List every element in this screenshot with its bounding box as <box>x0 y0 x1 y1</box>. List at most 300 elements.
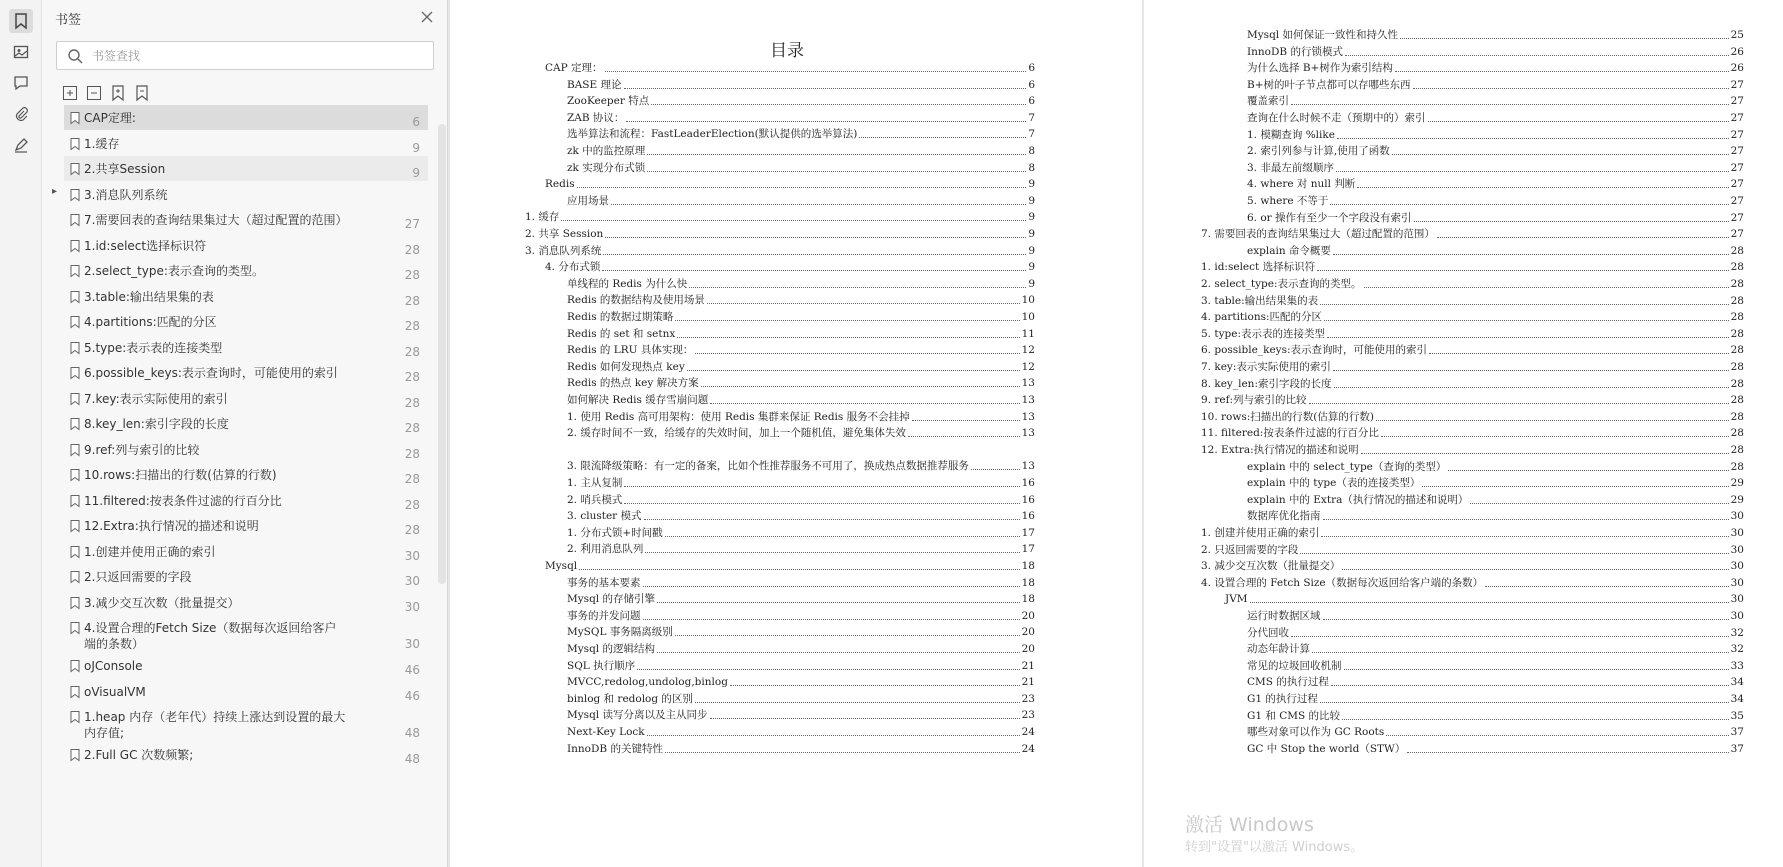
toc-entry[interactable] <box>1247 144 1744 158</box>
toc-entry-title: 2. 缓存时间不一致，给缓存的失效时间，加上一个随机值，避免集体失效 <box>567 427 906 440</box>
bookmark-icon <box>70 546 80 558</box>
bookmark-page-number: 6 <box>412 115 420 129</box>
toc-leader <box>1317 270 1729 271</box>
expand-arrow-icon[interactable]: ▸ <box>52 185 58 197</box>
toc-entry-page: 28 <box>1730 311 1744 324</box>
toc-entry[interactable] <box>545 61 1035 75</box>
toc-entry[interactable] <box>1201 576 1744 590</box>
toc-entry-page: 9 <box>1028 194 1035 207</box>
bookmark-item[interactable] <box>64 704 428 741</box>
bookmark-icon <box>70 138 80 150</box>
toc-entry[interactable] <box>1201 410 1744 424</box>
bookmark-label: 1.id:select选择标识符 <box>84 238 207 253</box>
toc-entry[interactable] <box>1201 227 1744 241</box>
toc-entry-page: 12 <box>1021 360 1035 373</box>
close-icon[interactable] <box>419 9 435 25</box>
bookmark-label: 1.heap 内存（老年代）持续上涨达到设置的最大内存值; <box>84 710 346 740</box>
toc-entry-title: 1. 分布式锁+时间戳 <box>567 526 663 539</box>
bookmark-item[interactable] <box>64 360 428 385</box>
toc-entry[interactable] <box>1247 626 1744 640</box>
toc-entry-page: 30 <box>1730 576 1744 589</box>
bookmark-label: 11.filtered:按表条件过滤的行百分比 <box>84 493 282 508</box>
toc-leader <box>624 88 1027 89</box>
toc-entry[interactable] <box>1247 659 1744 673</box>
bookmark-page-number: 28 <box>404 268 420 282</box>
toc-entry[interactable] <box>1247 128 1744 142</box>
toc-entry[interactable] <box>567 293 1035 307</box>
bookmark-icon <box>70 163 80 175</box>
toc-entry-page: 27 <box>1730 228 1744 241</box>
toc-leader <box>643 586 1020 587</box>
toc-entry[interactable] <box>567 476 1035 490</box>
toc-entry-title: 2. 利用消息队列 <box>567 543 644 556</box>
bookmark-page-number: 28 <box>404 523 420 537</box>
toc-entry-title: 覆盖索引 <box>1247 95 1289 108</box>
toc-entry[interactable] <box>1247 709 1744 723</box>
toc-entry[interactable] <box>567 343 1035 357</box>
bookmark-item[interactable] <box>64 131 428 156</box>
toc-entry-title: SQL 执行顺序 <box>567 659 636 672</box>
toc-leader <box>971 469 1020 470</box>
toc-entry-page: 30 <box>1730 593 1744 606</box>
toc-entry[interactable] <box>567 94 1035 108</box>
page-left <box>450 0 1142 867</box>
activation-watermark-hint: 转到"设置"以激活 Windows。 <box>1185 840 1364 855</box>
bookmark-icon <box>70 316 80 328</box>
toc-entry[interactable] <box>567 443 1035 473</box>
attachment-icon[interactable] <box>9 102 33 126</box>
comment-icon[interactable] <box>9 71 33 95</box>
toc-leader <box>1342 719 1729 720</box>
toc-entry-page: 11 <box>1021 327 1035 340</box>
toc-entry-page: 10 <box>1021 311 1035 323</box>
toc-entry[interactable] <box>567 509 1035 523</box>
toc-entry-page: 23 <box>1021 692 1035 705</box>
toc-entry[interactable] <box>1247 194 1744 208</box>
toc-entry-page: 9 <box>1028 211 1035 224</box>
toc-leader <box>1300 553 1728 554</box>
toc-entry[interactable] <box>567 542 1035 556</box>
bookmark-label: oVisualVM <box>84 684 146 699</box>
toc-leader <box>1320 702 1729 703</box>
toc-entry[interactable] <box>567 576 1035 590</box>
bookmark-item[interactable] <box>64 653 428 678</box>
toc-entry-title: Mysql 如何保证一致性和持久性 <box>1247 29 1398 41</box>
toc-entry[interactable] <box>1201 543 1744 557</box>
toc-leader <box>665 752 1020 753</box>
toc-entry-title: 为什么选择 B+树作为索引结构 <box>1247 62 1393 75</box>
toc-entry[interactable] <box>567 111 1035 125</box>
toc-entry-title: 1. 创建并使用正确的索引 <box>1201 527 1320 539</box>
toc-leader <box>605 237 1026 238</box>
bookmark-item[interactable] <box>64 411 428 436</box>
toc-entry-page: 18 <box>1021 560 1035 572</box>
toc-entry-title: Redis 的 set 和 setnx <box>567 327 676 340</box>
toc-entry[interactable] <box>567 493 1035 507</box>
toc-entry[interactable] <box>567 675 1035 689</box>
toc-entry-title: 10. rows:扫描出的行数(估算的行数) <box>1201 410 1374 423</box>
toc-entry-title: 1. 使用 Redis 高可用架构：使用 Redis 集群来保证 Redis 服务不会挂掉 <box>567 410 910 423</box>
bookmark-item[interactable] <box>64 309 428 334</box>
toc-leader <box>1342 569 1728 570</box>
bookmark-label: 2.共享Session <box>84 162 166 176</box>
toc-leader <box>561 220 1026 221</box>
toc-entry[interactable] <box>567 625 1035 639</box>
toc-entry[interactable] <box>1201 327 1744 341</box>
bookmark-icon <box>70 622 80 634</box>
toc-entry-page: 16 <box>1021 477 1035 489</box>
toc-entry-title: 查询在什么时候不走（预期中的）索引 <box>1247 112 1426 124</box>
toc-entry[interactable] <box>1247 111 1744 125</box>
toc-entry-page: 28 <box>1730 244 1744 257</box>
scrollbar[interactable] <box>438 124 446 584</box>
bookmark-item[interactable] <box>64 615 428 652</box>
delete-bookmark-icon[interactable] <box>134 85 152 103</box>
toc-leader <box>1407 752 1728 753</box>
toc-entry[interactable] <box>1247 476 1744 490</box>
toc-entry[interactable] <box>567 194 1035 208</box>
bookmark-item[interactable] <box>64 539 428 564</box>
bookmark-item[interactable] <box>64 462 428 487</box>
toc-entry-title: 9. ref:列与索引的比较 <box>1201 394 1307 407</box>
bookmark-label: 3.table:输出结果集的表 <box>84 289 214 304</box>
toc-leader <box>1344 669 1729 670</box>
toc-entry[interactable] <box>567 277 1035 291</box>
toc-entry[interactable] <box>567 161 1035 175</box>
toc-entry-title: 哪些对象可以作为 GC Roots <box>1247 726 1385 739</box>
bookmark-item[interactable] <box>64 679 428 704</box>
toc-entry-title: Redis 的 LRU 具体实现： <box>567 344 694 357</box>
toc-entry-title: 5. where 不等于 <box>1247 195 1329 207</box>
toc-entry[interactable] <box>1201 260 1744 274</box>
toc-entry[interactable] <box>567 659 1035 673</box>
toc-entry-page: 13 <box>1021 377 1035 390</box>
toc-entry-page: 28 <box>1730 394 1744 407</box>
toc-entry-page: 27 <box>1730 161 1744 174</box>
toc-entry[interactable] <box>1247 244 1744 258</box>
toc-entry-title: explain 中的 Extra（执行情况的描述和说明） <box>1247 493 1469 506</box>
toc-entry-page: 18 <box>1021 593 1035 606</box>
toc-entry-page: 9 <box>1028 261 1035 274</box>
toc-leader <box>687 370 1020 371</box>
toc-leader <box>1331 685 1729 686</box>
toc-entry[interactable] <box>1247 94 1744 108</box>
search-box[interactable] <box>56 41 434 70</box>
bookmark-label: 7.需要回表的查询结果集过大（超过配置的范围） <box>84 213 348 227</box>
bookmark-icon <box>70 597 80 609</box>
toc-entry-page: 29 <box>1730 493 1744 506</box>
bookmark-label: 3.消息队列系统 <box>84 187 168 202</box>
toc-entry-title: 3. 减少交互次数（批量提交） <box>1201 560 1341 573</box>
toc-entry[interactable] <box>567 692 1035 706</box>
toc-leader <box>1381 436 1729 437</box>
toc-entry[interactable] <box>1247 493 1744 507</box>
toc-entry-title: 7. 需要回表的查询结果集过大（超过配置的范围） <box>1201 228 1435 241</box>
toc-entry[interactable] <box>1201 310 1744 324</box>
bookmark-icon <box>70 444 80 456</box>
bookmark-label: 7.key:表示实际使用的索引 <box>84 391 228 406</box>
toc-entry-title: Redis 的数据结构及使用场景 <box>567 294 705 307</box>
bookmark-icon <box>70 265 80 277</box>
toc-entry-title: 事务的基本要素 <box>567 576 641 589</box>
toc-entry-title: 单线程的 Redis 为什么快 <box>567 277 688 290</box>
toc-entry-title: Redis 如何发现热点 key <box>567 360 685 373</box>
toc-leader <box>1428 121 1729 122</box>
toc-entry[interactable] <box>1247 609 1744 623</box>
toc-entry[interactable] <box>1247 177 1744 191</box>
search-input[interactable] <box>92 46 422 66</box>
toc-entry-title: 1. 缓存 <box>525 211 560 224</box>
toc-entry[interactable] <box>567 642 1035 656</box>
toc-entry[interactable] <box>1201 393 1744 407</box>
document-view[interactable] <box>448 0 1783 867</box>
toc-entry-page: 27 <box>1730 128 1744 141</box>
side-icon-rail <box>0 0 42 867</box>
toc-title: 目录 <box>770 41 804 61</box>
toc-entry[interactable] <box>525 210 1035 224</box>
toc-entry-page: 33 <box>1730 659 1744 672</box>
toc-leader <box>908 436 1020 437</box>
toc-entry-title: 应用场景 <box>567 194 609 207</box>
toc-entry-page: 20 <box>1021 609 1035 622</box>
toc-leader <box>624 503 1019 504</box>
toc-entry-title: Mysql 的存储引擎 <box>567 593 655 606</box>
toc-entry[interactable] <box>1201 559 1744 573</box>
toc-leader <box>730 685 1020 686</box>
bookmark-icon <box>70 469 80 481</box>
bookmark-item[interactable] <box>64 564 428 589</box>
collapse-all-icon[interactable] <box>86 85 104 103</box>
toc-entry[interactable] <box>567 393 1035 407</box>
toc-entry[interactable] <box>1247 509 1744 523</box>
thumbnail-icon[interactable] <box>9 40 33 64</box>
toc-entry[interactable] <box>1247 161 1744 175</box>
bookmark-icon[interactable] <box>9 9 33 33</box>
toc-entry-page: 28 <box>1730 327 1744 340</box>
toc-leader <box>707 303 1020 304</box>
toc-entry-page: 8 <box>1028 145 1035 157</box>
toc-entry[interactable] <box>567 327 1035 341</box>
bookmark-item[interactable] <box>64 742 428 767</box>
bookmark-label: 2.select_type:表示查询的类型。 <box>84 264 264 278</box>
toc-entry-page: 17 <box>1021 526 1035 539</box>
toc-entry[interactable] <box>567 708 1035 722</box>
toc-entry-page: 17 <box>1021 543 1035 556</box>
toc-entry-title: BASE 理论 <box>567 78 622 91</box>
bookmark-item[interactable] <box>64 513 428 538</box>
toc-entry-page: 6 <box>1028 95 1035 108</box>
bookmark-label: 4.设置合理的Fetch Size（数据每次返回给客户端的条数） <box>84 621 337 651</box>
toc-entry-title: Redis <box>545 178 575 191</box>
bookmark-icon <box>70 189 80 201</box>
bookmark-page-number: 9 <box>412 166 420 180</box>
bookmark-icon <box>70 686 80 698</box>
toc-entry-page: 35 <box>1730 709 1744 722</box>
toc-entry-page: 37 <box>1730 726 1744 739</box>
bookmark-icon <box>70 711 80 723</box>
toc-entry[interactable] <box>567 609 1035 623</box>
toc-entry[interactable] <box>525 244 1035 258</box>
toc-entry[interactable] <box>1247 642 1744 656</box>
toc-leader <box>637 669 1020 670</box>
toc-leader <box>644 519 1020 520</box>
toc-entry-page: 30 <box>1730 510 1744 523</box>
toc-entry[interactable] <box>567 742 1035 756</box>
toc-entry[interactable] <box>567 410 1035 424</box>
toc-entry[interactable] <box>545 260 1035 274</box>
toc-entry-title: 12. Extra:执行情况的描述和说明 <box>1201 444 1359 456</box>
toc-entry[interactable] <box>1201 426 1744 440</box>
bookmark-item[interactable] <box>64 386 428 411</box>
toc-entry[interactable] <box>1247 45 1744 59</box>
toc-entry[interactable] <box>567 376 1035 390</box>
toc-entry[interactable] <box>567 725 1035 739</box>
bookmark-icon <box>70 112 80 124</box>
expand-all-icon[interactable] <box>62 85 80 103</box>
toc-entry-page: 28 <box>1730 261 1744 274</box>
toc-entry-page: 13 <box>1021 394 1035 406</box>
toc-entry-page: 27 <box>1730 211 1744 224</box>
toc-entry-page: 13 <box>1021 410 1035 423</box>
toc-entry-title: JVM <box>1225 593 1248 606</box>
bookmark-item[interactable] <box>64 207 428 232</box>
toc-entry[interactable] <box>567 144 1035 158</box>
toc-entry[interactable] <box>567 310 1035 324</box>
toc-entry-page: 30 <box>1730 610 1744 622</box>
toc-entry[interactable] <box>567 592 1035 606</box>
toc-leader <box>645 552 1019 553</box>
toc-leader <box>1400 38 1729 39</box>
toc-entry-page: 28 <box>1730 427 1744 440</box>
toc-leader <box>695 353 1019 354</box>
toc-entry[interactable] <box>567 78 1035 92</box>
toc-entry[interactable] <box>567 360 1035 374</box>
bookmark-label: 2.Full GC 次数频繁; <box>84 748 194 762</box>
toc-entry-title: 6. or 操作有至少一个字段没有索引 <box>1247 211 1412 224</box>
bookmark-page-number: 28 <box>404 344 420 359</box>
bookmark-page-number: 28 <box>404 319 420 333</box>
bookmark-page-number: 28 <box>404 395 420 410</box>
toc-entry[interactable] <box>1201 343 1744 357</box>
toc-entry[interactable] <box>1225 592 1744 606</box>
toc-leader <box>710 403 1019 404</box>
toc-entry-page: 32 <box>1730 643 1744 656</box>
bookmark-label: 8.key_len:索引字段的长度 <box>84 417 229 431</box>
add-bookmark-icon[interactable] <box>110 85 128 103</box>
bookmark-item[interactable] <box>64 105 428 130</box>
toc-entry-page: 28 <box>1730 294 1744 307</box>
toc-leader <box>1414 221 1729 222</box>
toc-entry[interactable] <box>1201 377 1744 391</box>
toc-entry-title: 2. 只返回需要的字段 <box>1201 543 1299 556</box>
toc-entry-title: 运行时数据区域 <box>1247 610 1321 622</box>
toc-entry[interactable] <box>1247 211 1744 225</box>
toc-entry[interactable] <box>1247 675 1744 689</box>
toc-entry[interactable] <box>1247 742 1744 756</box>
toc-entry-title: 数据库优化指南 <box>1247 510 1321 523</box>
toc-entry-title: 8. key_len:索引字段的长度 <box>1201 377 1332 390</box>
bookmark-item[interactable] <box>64 156 428 181</box>
toc-entry-title: 3. table:输出结果集的表 <box>1201 294 1319 307</box>
toc-entry[interactable] <box>525 227 1035 241</box>
toc-entry[interactable] <box>1201 277 1744 291</box>
toc-entry-title: G1 和 CMS 的比较 <box>1247 709 1341 722</box>
bookmark-icon <box>70 240 80 252</box>
toc-entry-title: 1. id:select 选择标识符 <box>1201 261 1316 274</box>
toc-entry[interactable] <box>1247 78 1744 92</box>
toc-leader <box>689 287 1026 288</box>
toc-leader <box>603 254 1026 255</box>
toc-entry[interactable] <box>1201 294 1744 308</box>
toc-entry-page: 16 <box>1021 493 1035 506</box>
toc-entry-title: 2. 哨兵模式 <box>567 493 623 506</box>
bookmark-item[interactable] <box>64 233 428 258</box>
signature-icon[interactable] <box>9 133 33 157</box>
toc-entry[interactable] <box>1201 526 1744 540</box>
bookmark-icon <box>70 660 80 672</box>
toc-entry-page: 27 <box>1730 95 1744 108</box>
toc-leader <box>1448 470 1728 471</box>
bookmark-item[interactable] <box>52 182 428 207</box>
toc-entry[interactable] <box>567 426 1035 440</box>
bookmark-item[interactable] <box>64 258 428 283</box>
toc-leader <box>1333 370 1729 371</box>
search-icon <box>67 48 83 64</box>
bookmark-icon <box>70 367 80 379</box>
toc-entry[interactable] <box>1247 725 1744 739</box>
toc-entry-page: 32 <box>1730 626 1744 639</box>
bookmark-item[interactable] <box>64 437 428 462</box>
toc-entry-page: 28 <box>1730 460 1744 473</box>
toc-entry-page: 18 <box>1021 576 1035 589</box>
bookmark-item[interactable] <box>64 284 428 309</box>
bookmark-page-number: 30 <box>404 637 420 651</box>
toc-entry[interactable] <box>1247 460 1744 474</box>
bookmark-label: 1.缓存 <box>84 136 120 151</box>
bookmark-icon <box>70 393 80 405</box>
bookmark-item[interactable] <box>64 488 428 513</box>
toc-leader <box>647 154 1026 155</box>
toc-leader <box>675 320 1019 321</box>
bookmark-icon <box>70 749 80 761</box>
toc-entry[interactable] <box>567 127 1035 141</box>
bookmark-page-number: 30 <box>404 574 420 588</box>
toc-entry[interactable] <box>545 177 1035 191</box>
toc-leader <box>579 569 1019 570</box>
toc-entry[interactable] <box>1201 360 1744 374</box>
toc-entry-page: 8 <box>1028 161 1035 174</box>
toc-entry-page: 30 <box>1730 560 1744 573</box>
toc-entry-title: 3. 非最左前缀顺序 <box>1247 161 1334 174</box>
toc-entry[interactable] <box>1201 443 1744 457</box>
toc-entry[interactable] <box>1247 692 1744 706</box>
bookmark-item[interactable] <box>64 335 428 360</box>
toc-entry-page: 6 <box>1028 78 1035 91</box>
toc-entry[interactable] <box>1247 61 1744 75</box>
bookmark-icon <box>70 418 80 430</box>
toc-entry-title: Redis 的热点 key 解决方案 <box>567 377 699 390</box>
toc-entry[interactable] <box>1247 28 1744 42</box>
bookmark-icon <box>70 571 80 583</box>
toc-leader <box>1485 586 1729 587</box>
toc-entry[interactable] <box>567 526 1035 540</box>
toc-entry[interactable] <box>545 559 1035 573</box>
toc-entry-page: 9 <box>1028 228 1035 240</box>
toc-leader <box>1470 503 1728 504</box>
bookmark-label: CAP定理: <box>84 111 136 125</box>
bookmark-item[interactable] <box>64 590 428 615</box>
toc-entry-title: 11. filtered:按表条件过滤的行百分比 <box>1201 427 1379 440</box>
